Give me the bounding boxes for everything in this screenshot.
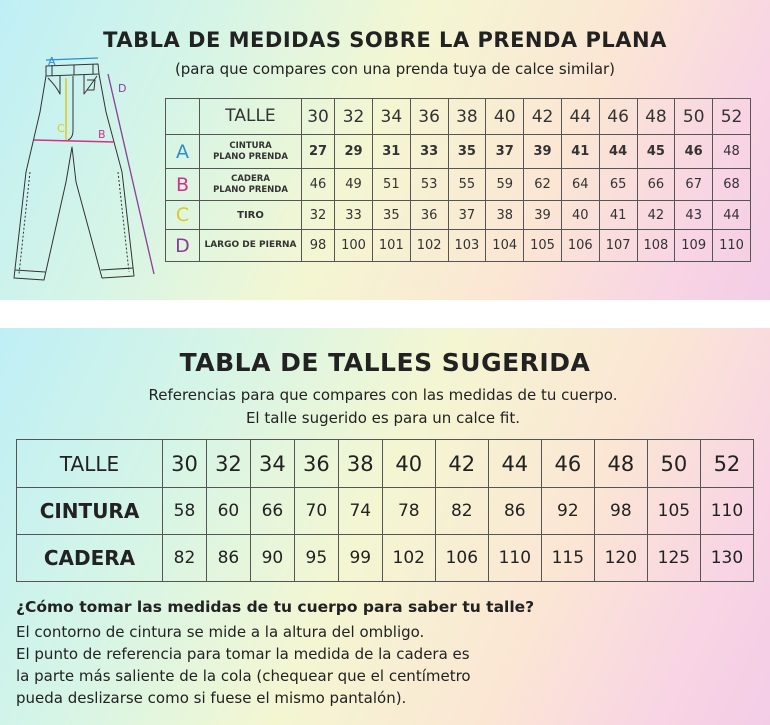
table-cell: 53 — [410, 169, 448, 201]
table-cell: 60 — [206, 488, 250, 535]
table-cell: 106 — [435, 535, 488, 582]
table-cell: 90 — [250, 535, 294, 582]
how-to-measure — [16, 598, 756, 709]
table-cell: 120 — [594, 535, 647, 582]
how-to-line: pueda deslizarse como si fuese el mismo pantalón). — [16, 689, 407, 707]
size-header: 44 — [488, 440, 541, 488]
row-label: CINTURA PLANO PRENDA — [200, 135, 302, 169]
diagram-label-d: D — [118, 82, 127, 95]
table-cell: 48 — [713, 135, 751, 169]
table-cell: 33 — [335, 201, 373, 230]
table-cell: 86 — [206, 535, 250, 582]
table-row — [166, 135, 751, 169]
table-cell: 41 — [561, 135, 599, 169]
table-cell: 35 — [448, 135, 486, 169]
size-header: 38 — [338, 440, 382, 488]
row-letter-a: A — [166, 135, 200, 169]
table-cell: 58 — [163, 488, 207, 535]
size-header: 52 — [700, 440, 753, 488]
table-cell: 41 — [599, 201, 637, 230]
table-cell: 51 — [372, 169, 410, 201]
size-header: 36 — [294, 440, 338, 488]
flat-measurements-subtitle: (para que compares con una prenda tuya de calce similar) — [174, 60, 616, 78]
table-cell: 59 — [486, 169, 524, 201]
table-cell: 115 — [541, 535, 594, 582]
table-cell: 36 — [410, 201, 448, 230]
how-to-line: El punto de referencia para tomar la medida de la cadera es — [16, 645, 470, 663]
flat-measurements-title: TABLA DE MEDIDAS SOBRE LA PRENDA PLANA — [103, 28, 667, 52]
table-cell: 55 — [448, 169, 486, 201]
row-label-cintura: CINTURA — [17, 488, 163, 535]
table-cell: 110 — [700, 488, 753, 535]
size-header: 44 — [561, 99, 599, 135]
table-cell: 46 — [302, 169, 335, 201]
size-header: 34 — [372, 99, 410, 135]
table-cell: 38 — [486, 201, 524, 230]
table-cell: 108 — [637, 230, 675, 262]
table-cell: 107 — [599, 230, 637, 262]
row-letter-b: B — [166, 169, 200, 201]
table-cell: 70 — [294, 488, 338, 535]
row-label: LARGO DE PIERNA — [200, 230, 302, 262]
table-cell: 103 — [448, 230, 486, 262]
table-cell: 109 — [675, 230, 713, 262]
size-header: 46 — [599, 99, 637, 135]
jeans-diagram — [4, 52, 164, 287]
table-cell: 45 — [637, 135, 675, 169]
table-cell: 110 — [488, 535, 541, 582]
table-cell: 101 — [372, 230, 410, 262]
table-cell: 66 — [250, 488, 294, 535]
size-guide-title: TABLA DE TALLES SUGERIDA — [179, 348, 591, 377]
size-header: 30 — [163, 440, 207, 488]
size-guide-note: El talle sugerido es para un calce fit. — [245, 409, 521, 427]
table-row — [166, 201, 751, 230]
table-cell: 82 — [163, 535, 207, 582]
table-row — [166, 230, 751, 262]
table-cell: 86 — [488, 488, 541, 535]
table-cell: 110 — [713, 230, 751, 262]
table-header-row — [166, 99, 751, 135]
size-header: 42 — [435, 440, 488, 488]
size-header: 38 — [448, 99, 486, 135]
header-talle: TALLE — [17, 440, 163, 488]
table-cell: 33 — [410, 135, 448, 169]
table-cell: 40 — [561, 201, 599, 230]
table-cell: 102 — [410, 230, 448, 262]
diagram-label-b: B — [98, 128, 106, 141]
table-cell: 78 — [382, 488, 435, 535]
diagram-label-c: C — [57, 122, 65, 135]
size-header: 46 — [541, 440, 594, 488]
table-cell: 95 — [294, 535, 338, 582]
table-cell: 29 — [335, 135, 373, 169]
size-header: 50 — [675, 99, 713, 135]
row-label: TIRO — [200, 201, 302, 230]
size-header: 52 — [713, 99, 751, 135]
row-label: CADERA PLANO PRENDA — [200, 169, 302, 201]
size-header: 48 — [637, 99, 675, 135]
size-header: 36 — [410, 99, 448, 135]
row-letter-c: C — [166, 201, 200, 230]
table-cell: 98 — [302, 230, 335, 262]
table-cell: 64 — [561, 169, 599, 201]
table-cell: 27 — [302, 135, 335, 169]
table-cell: 39 — [524, 135, 562, 169]
size-header: 40 — [486, 99, 524, 135]
how-to-line: El contorno de cintura se mide a la altura del ombligo. — [16, 623, 425, 641]
table-cell: 65 — [599, 169, 637, 201]
table-cell: 32 — [302, 201, 335, 230]
table-cell: 46 — [675, 135, 713, 169]
table-cell: 39 — [524, 201, 562, 230]
size-header: 30 — [302, 99, 335, 135]
table-cell: 37 — [448, 201, 486, 230]
header-talle: TALLE — [200, 99, 302, 135]
size-header: 48 — [594, 440, 647, 488]
size-header: 32 — [335, 99, 373, 135]
table-cell: 104 — [486, 230, 524, 262]
table-cell: 42 — [637, 201, 675, 230]
table-cell: 37 — [486, 135, 524, 169]
size-header: 32 — [206, 440, 250, 488]
table-cell: 44 — [713, 201, 751, 230]
table-cell: 130 — [700, 535, 753, 582]
size-header: 34 — [250, 440, 294, 488]
table-cell: 62 — [524, 169, 562, 201]
table-cell: 82 — [435, 488, 488, 535]
table-cell: 66 — [637, 169, 675, 201]
table-cell: 49 — [335, 169, 373, 201]
table-row — [17, 488, 754, 535]
table-cell: 125 — [647, 535, 700, 582]
table-cell: 102 — [382, 535, 435, 582]
size-header: 40 — [382, 440, 435, 488]
table-cell: 106 — [561, 230, 599, 262]
table-row — [166, 169, 751, 201]
table-cell: 98 — [594, 488, 647, 535]
table-cell: 105 — [647, 488, 700, 535]
flat-measurements-table — [165, 98, 751, 262]
diagram-label-a: A — [48, 55, 56, 68]
how-to-line: la parte más saliente de la cola (chequear que el centímetro — [16, 667, 471, 685]
table-cell: 44 — [599, 135, 637, 169]
table-row — [17, 535, 754, 582]
table-header-row — [17, 440, 754, 488]
row-label-cadera: CADERA — [17, 535, 163, 582]
size-header: 42 — [524, 99, 562, 135]
table-cell: 31 — [372, 135, 410, 169]
table-cell: 100 — [335, 230, 373, 262]
table-cell: 105 — [524, 230, 562, 262]
table-cell: 35 — [372, 201, 410, 230]
size-guide-subtitle: Referencias para que compares con las medidas de tu cuerpo. — [148, 386, 618, 404]
how-to-question: ¿Cómo tomar las medidas de tu cuerpo para saber tu talle? — [16, 598, 535, 616]
row-letter-d: D — [166, 230, 200, 262]
table-cell: 43 — [675, 201, 713, 230]
suggested-sizes-table — [16, 439, 754, 582]
table-cell: 99 — [338, 535, 382, 582]
table-cell: 74 — [338, 488, 382, 535]
table-cell: 67 — [675, 169, 713, 201]
table-cell: 92 — [541, 488, 594, 535]
size-header: 50 — [647, 440, 700, 488]
table-cell: 68 — [713, 169, 751, 201]
